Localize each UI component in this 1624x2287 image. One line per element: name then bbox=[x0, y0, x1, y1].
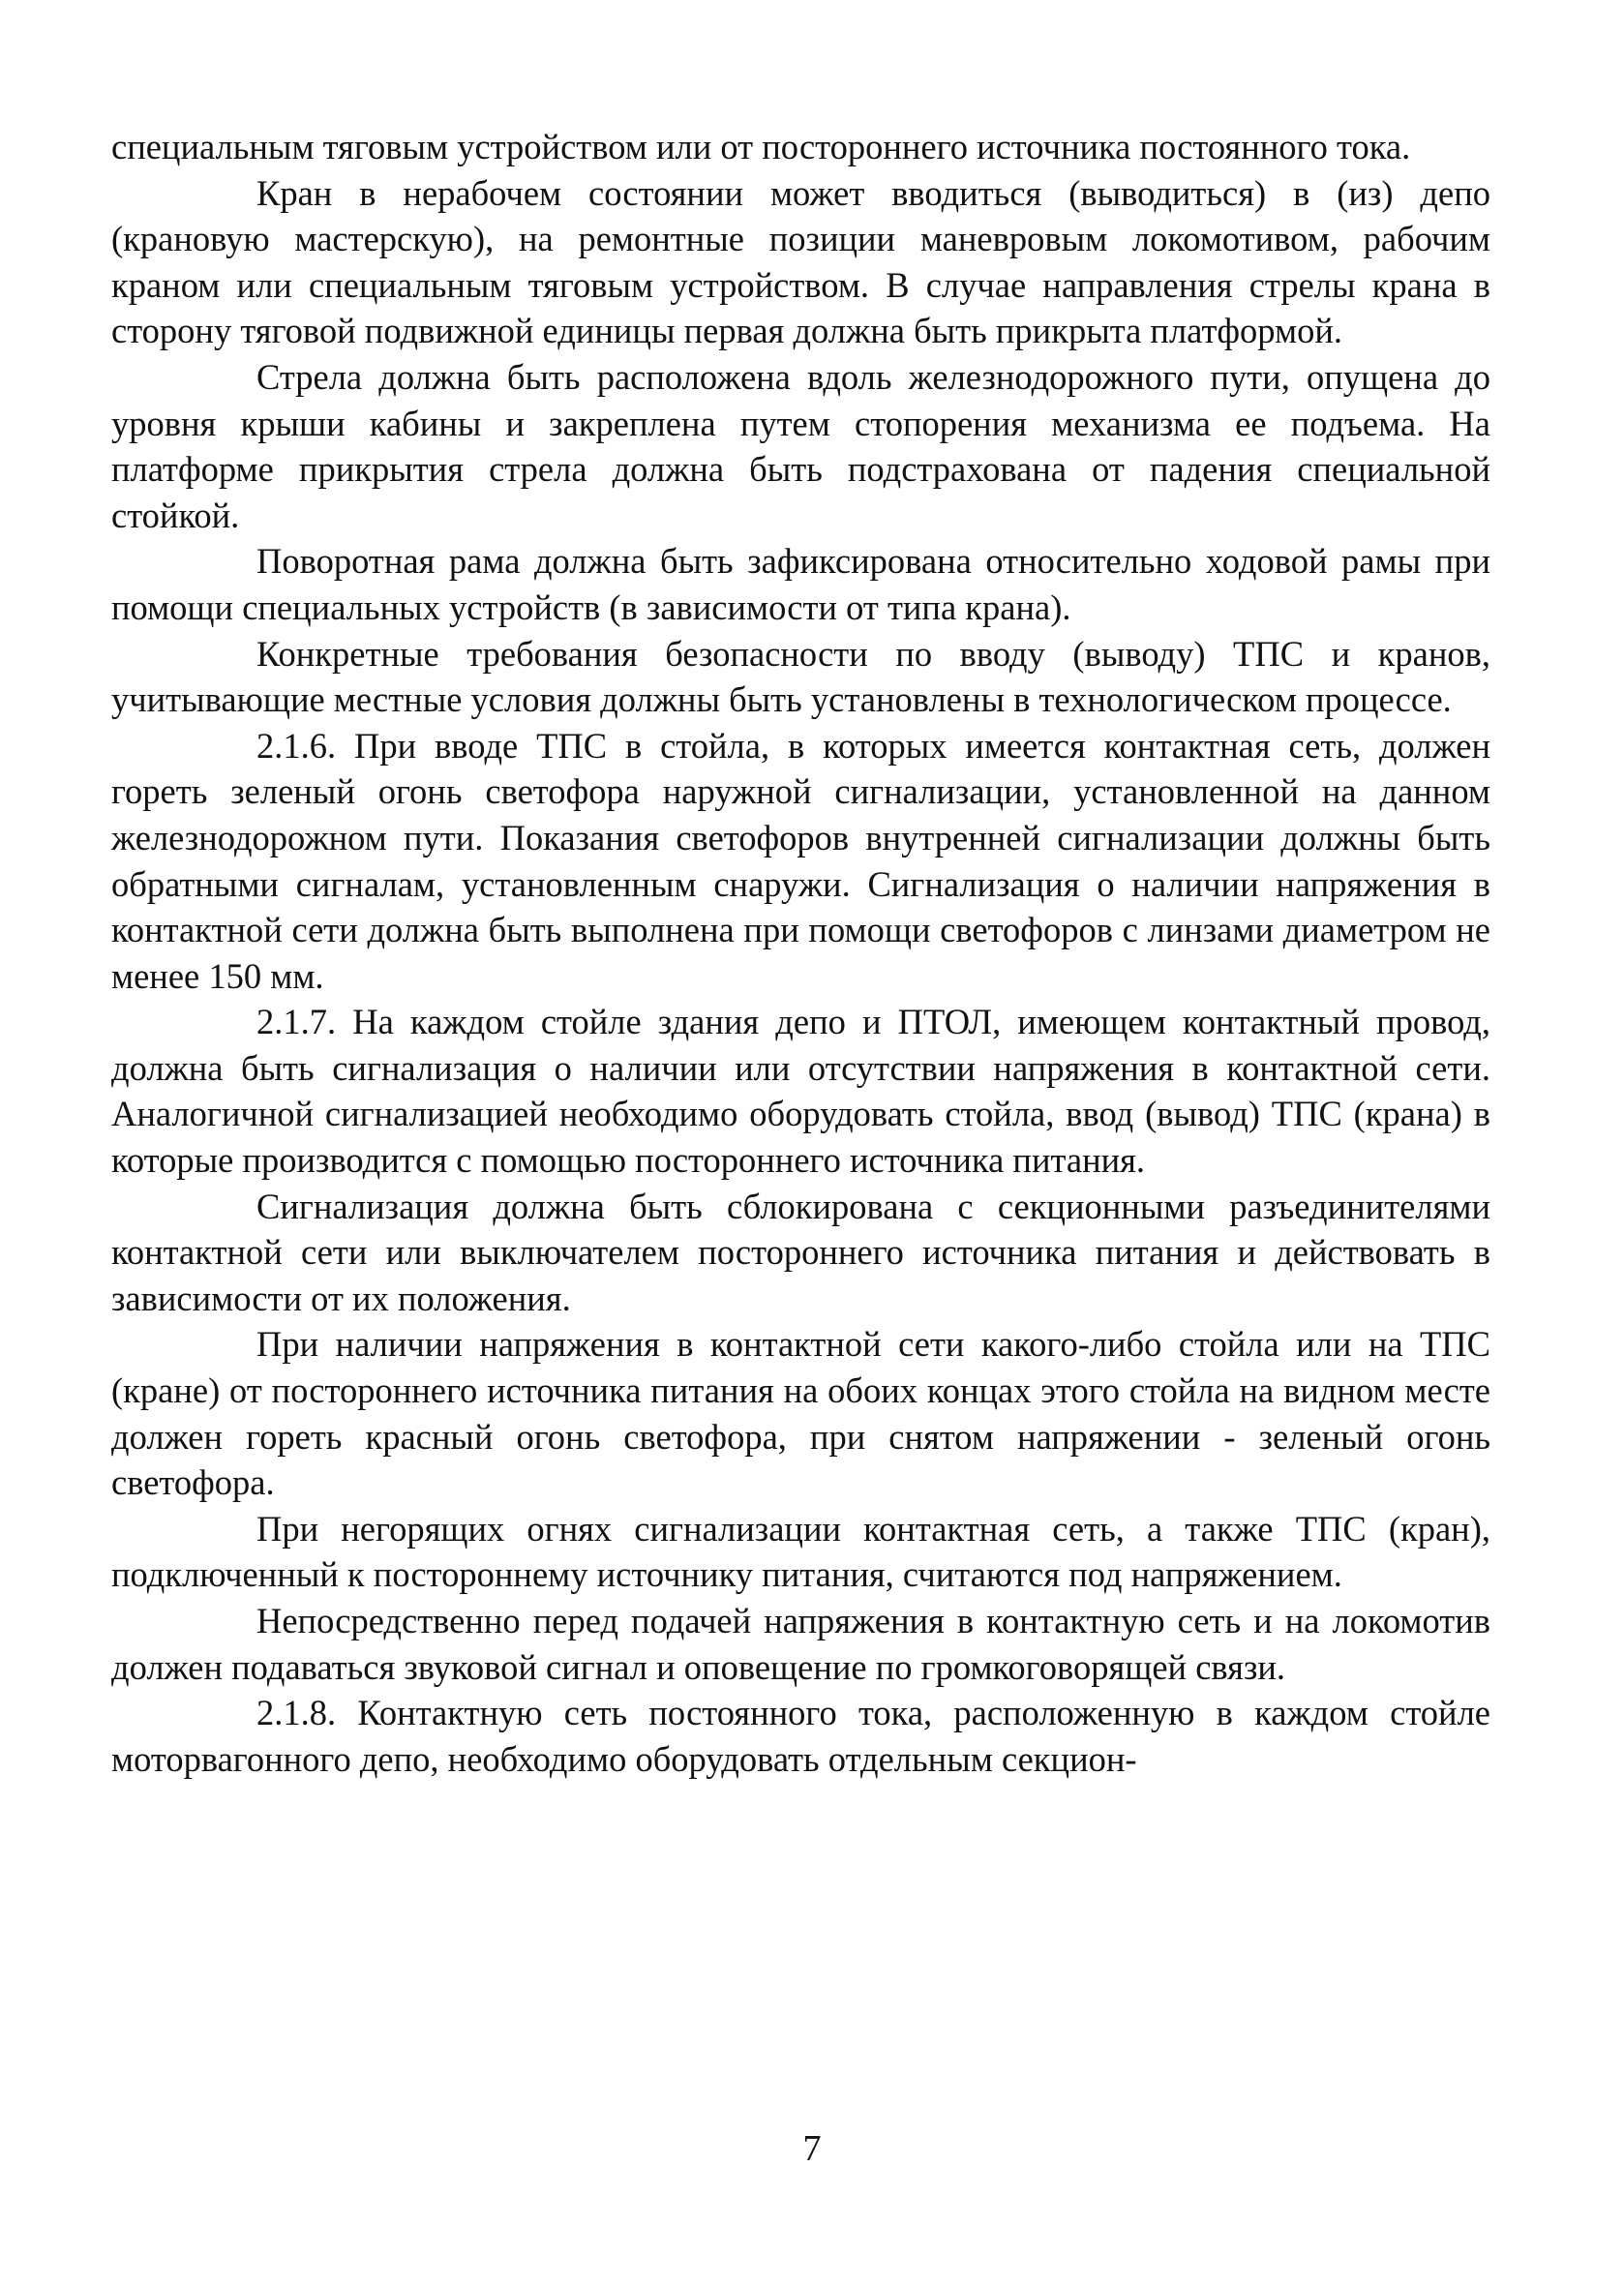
paragraph-1: специальным тяговым устройством или от постороннего источника постоянного тока. bbox=[111, 127, 1411, 166]
paragraph-6: 2.1.6. При вводе ТПС в стойла, в которых имеется контактная сеть, должен гореть зеленый огонь светофора наружной сигнализации, установленной на данном железнодорожном пути. Показания светофоров внутренней сигнализации должны быть обратными сигналам, установленным снаружи. Сигнализация о наличии напряжения в контактной сети должна быть выполнена при помощи светофоров с линзами диаметром не менее 150 мм. bbox=[111, 725, 1490, 996]
paragraph-10: При негорящих огнях сигнализации контактная сеть, а также ТПС (кран), подключенный к постороннему источнику питания, считаются под напряжением. bbox=[111, 1508, 1490, 1595]
paragraph-2: Кран в нерабочем состоянии может вводиться (выводиться) в (из) депо (крановую мастерскую), на ремонтные позиции маневровым локомотивом, рабочим краном или специальным тяговым устройством. В случае направления стрелы крана в сторону тяговой подвижной единицы первая должна быть прикрыта платформой. bbox=[111, 172, 1490, 351]
paragraph-9: При наличии напряжения в контактной сети какого-либо стойла или на ТПС (кране) от постороннего источника питания на обоих концах этого стойла на видном месте должен гореть красный огонь светофора, при снятом напряжении - зеленый огонь светофора. bbox=[111, 1324, 1490, 1503]
paragraph-7: 2.1.7. На каждом стойле здания депо и ПТОЛ, имеющем контактный провод, должна быть сигнализация о наличии или отсутствии напряжения в контактной сети. Аналогичной сигнализацией необходимо оборудовать стойла, ввод (вывод) ТПС (крана) в которые производится с помощью постороннего источника питания. bbox=[111, 1002, 1490, 1181]
paragraph-5: Конкретные требования безопасности по вводу (выводу) ТПС и кранов, учитывающие местные условия должны быть установлены в технологическом процессе. bbox=[111, 633, 1490, 720]
page-number: 7 bbox=[802, 2128, 822, 2169]
paragraph-3: Стрела должна быть расположена вдоль железнодорожного пути, опущена до уровня крыши кабины и закреплена путем стопорения механизма ее подъема. На платформе прикрытия стрела должна быть подстрахована от падения специальной стойкой. bbox=[111, 356, 1490, 535]
paragraph-11: Непосредственно перед подачей напряжения в контактную сеть и на локомотив должен подаваться звуковой сигнал и оповещение по громкоговорящей связи. bbox=[111, 1601, 1490, 1687]
paragraph-12: 2.1.8. Контактную сеть постоянного тока, расположенную в каждом стойле моторвагонного депо, необходимо оборудовать отдельным секцион- bbox=[111, 1693, 1490, 1779]
paragraph-8: Сигнализация должна быть сблокирована с секционными разъединителями контактной сети или выключателем постороннего источника питания и действовать в зависимости от их положения. bbox=[111, 1186, 1490, 1318]
body-text bbox=[111, 124, 1490, 1782]
paragraph-4: Поворотная рама должна быть зафиксирована относительно ходовой рамы при помощи специальных устройств (в зависимости от типа крана). bbox=[111, 541, 1490, 627]
